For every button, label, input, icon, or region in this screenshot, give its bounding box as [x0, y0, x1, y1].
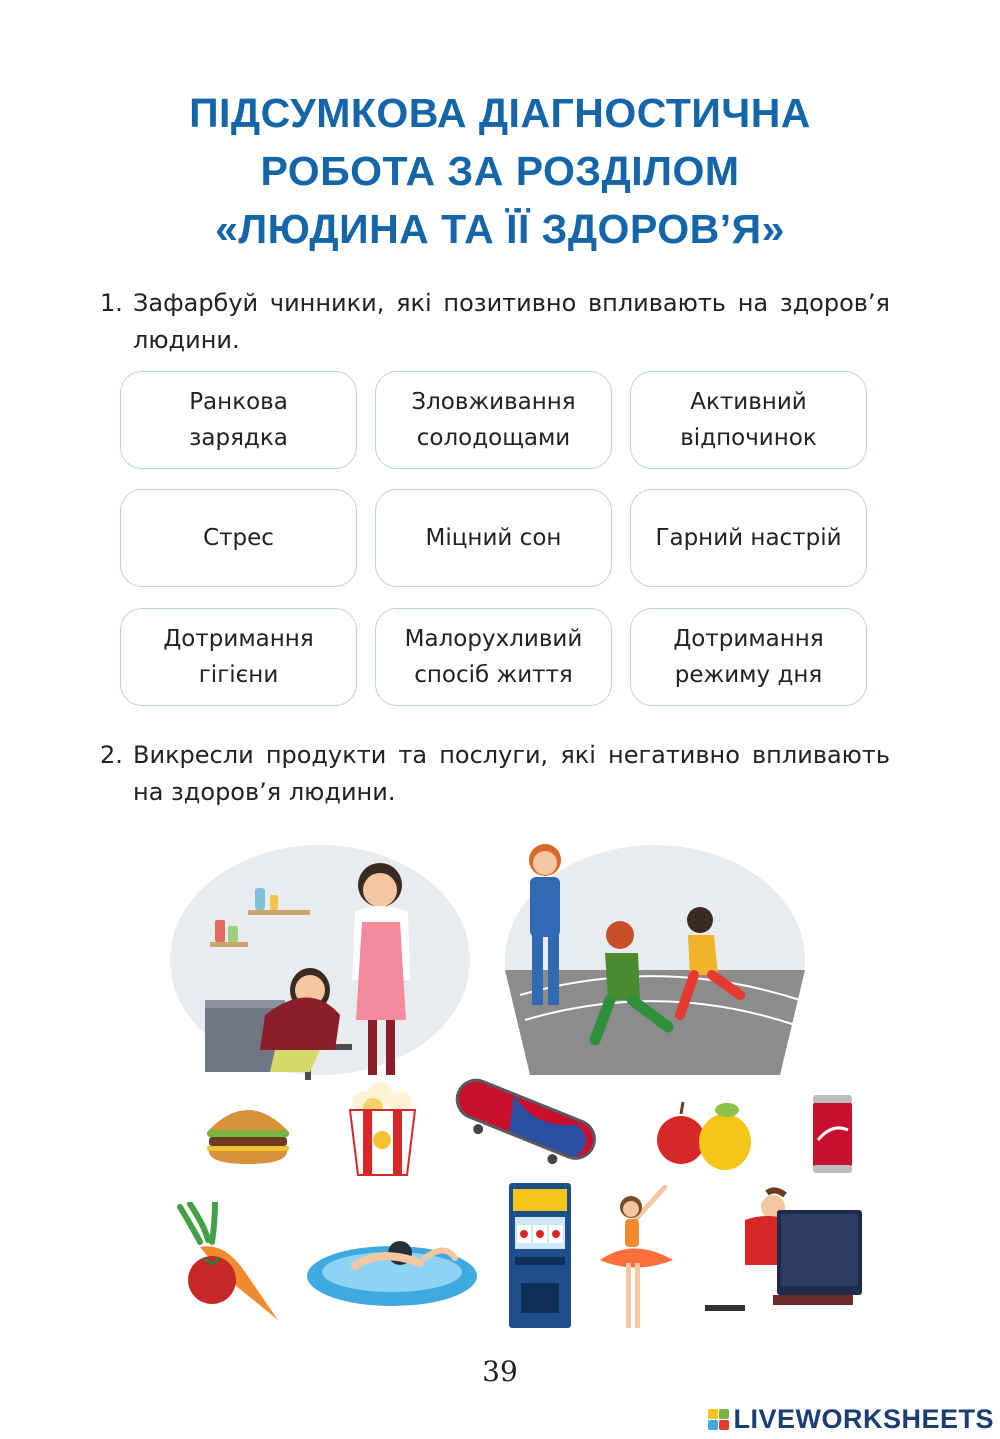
burger-icon[interactable] [203, 1098, 293, 1168]
brand-watermark [708, 1402, 994, 1436]
brand-name: LIVEWORKSHEETS [733, 1403, 994, 1434]
fruit-icon[interactable] [653, 1092, 758, 1172]
factor-card[interactable] [630, 608, 867, 706]
factor-line: зарядка [189, 425, 288, 451]
running-children-icon[interactable] [500, 835, 810, 1080]
task-1-text: Зафарбуй чинники, які позитивно впливають на здоров’я людини. [133, 289, 890, 354]
factor-line: Малорухливий [404, 626, 583, 652]
factor-line: солодощами [416, 425, 571, 451]
factor-card[interactable] [120, 608, 357, 706]
factor-line: Зловживання [411, 389, 576, 415]
factor-card[interactable] [120, 371, 357, 469]
hairdresser-icon[interactable] [170, 840, 480, 1080]
computer-gamer-icon[interactable] [705, 1185, 865, 1325]
skateboard-icon[interactable] [445, 1070, 605, 1170]
factor-line: спосіб життя [414, 662, 573, 688]
swimmer-icon[interactable] [305, 1228, 480, 1308]
page-title [0, 84, 1000, 258]
page-number: 39 [482, 1355, 518, 1388]
slot-machine-icon[interactable] [507, 1183, 577, 1328]
factor-line: режиму дня [674, 662, 823, 688]
task-2-number: 2. [100, 741, 123, 769]
title-line-3: «ЛЮДИНА ТА ЇЇ ЗДОРОВ’Я» [215, 206, 785, 252]
factor-line: Ранкова [189, 389, 288, 415]
factor-card[interactable] [630, 371, 867, 469]
factor-card[interactable] [375, 489, 612, 587]
factor-line: Активний [690, 389, 807, 415]
factor-card[interactable] [375, 608, 612, 706]
factor-line: Гарний настрій [655, 525, 842, 551]
factor-line: Стрес [203, 525, 274, 551]
title-line-1: ПІДСУМКОВА ДІАГНОСТИЧНА [189, 90, 811, 136]
task-1-number: 1. [100, 289, 123, 317]
task-1 [100, 285, 890, 359]
task-2-text: Викресли продукти та послуги, які негативно впливають на здоров’я людини. [133, 741, 890, 806]
ballerina-icon[interactable] [595, 1185, 680, 1335]
factor-card[interactable] [375, 371, 612, 469]
factor-line: Дотримання [673, 626, 824, 652]
soda-can-icon[interactable] [810, 1095, 855, 1173]
factor-line: Міцний сон [425, 525, 562, 551]
factor-line: Дотримання [163, 626, 314, 652]
vegetables-icon[interactable] [170, 1202, 280, 1322]
title-line-2: РОБОТА ЗА РОЗДІЛОМ [260, 148, 740, 194]
factor-line: гігієни [198, 662, 279, 688]
pictures-area [0, 830, 1000, 1340]
brand-logo-icon [708, 1409, 729, 1430]
factor-card[interactable] [120, 489, 357, 587]
task-2 [100, 737, 890, 811]
factor-card[interactable] [630, 489, 867, 587]
factor-line: відпочинок [680, 425, 817, 451]
popcorn-icon[interactable] [345, 1080, 420, 1180]
